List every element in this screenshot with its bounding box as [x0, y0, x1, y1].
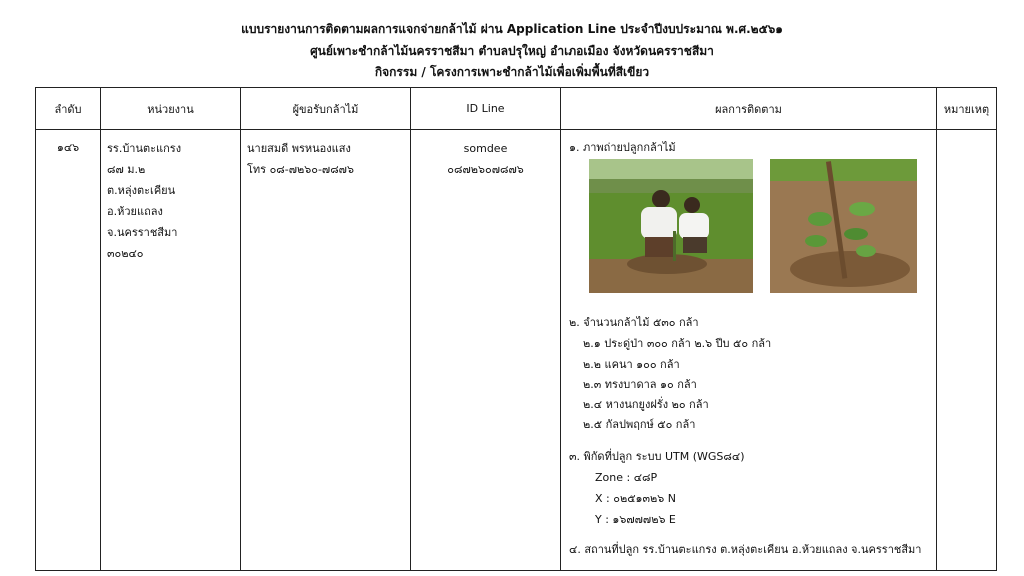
students-planting-photo — [589, 159, 753, 293]
row-note — [937, 130, 997, 571]
header-row — [36, 88, 997, 130]
plant-item: ๒.๓ ทรงบาดาล ๑๐ กล้า — [583, 378, 697, 391]
report-activity: กิจกรรม / โครงการเพาะชำกล้าไม้เพื่อเพิ่มพื้นที่สีเขียว — [374, 65, 650, 79]
unit-line: ๓๐๒๔๐ — [107, 247, 144, 260]
row-number: ๑๔๖ — [36, 130, 101, 571]
unit-line: ๘๗ ม.๒ — [107, 163, 146, 176]
report-subtitle: ศูนย์เพาะชำกล้าไม้นครราชสีมา ตำบลปรุใหญ่ อำเภอเมือง จังหวัดนครราชสีมา — [310, 44, 714, 58]
seedling-photo — [770, 159, 917, 293]
id-line-value: somdee — [463, 142, 508, 155]
result-quantity-heading: ๒. จำนวนกล้าไม้ ๕๓๐ กล้า — [569, 316, 699, 329]
plant-item: ๒.๒ แคนา ๑๐๐ กล้า — [583, 358, 680, 371]
plant-item: ๒.๕ กัลปพฤกษ์ ๕๐ กล้า — [583, 418, 696, 431]
row-unit — [101, 130, 241, 571]
row-receiver — [241, 130, 411, 571]
col-id-line: ID Line — [411, 88, 561, 130]
report-table — [35, 87, 997, 571]
id-line-phone: ๐๘๗๒๖๐๗๘๗๖ — [447, 163, 524, 176]
col-receiver: ผู้ขอรับกล้าไม้ — [241, 88, 411, 130]
unit-line: อ.ห้วยแถลง — [107, 205, 163, 218]
table-row — [36, 130, 997, 571]
row-result — [561, 130, 937, 571]
result-coordinates-heading: ๓. พิกัดที่ปลูก ระบบ UTM (WGS๘๔) — [569, 450, 745, 463]
plant-item: ๒.๔ หางนกยูงฝรั่ง ๒๐ กล้า — [583, 398, 709, 411]
result-location: ๔. สถานที่ปลูก รร.บ้านตะแกรง ต.หลุ่งตะเคียน อ.ห้วยแถลง จ.นครราชสีมา — [569, 543, 922, 556]
col-result: ผลการติดตาม — [561, 88, 937, 130]
col-unit: หน่วยงาน — [101, 88, 241, 130]
row-id-line — [411, 130, 561, 571]
unit-line: ต.หลุ่งตะเคียน — [107, 184, 176, 197]
unit-line: จ.นครราชสีมา — [107, 226, 178, 239]
utm-zone: Zone : ๔๘P — [595, 471, 658, 484]
col-note: หมายเหตุ — [937, 88, 997, 130]
receiver-phone: โทร ๐๘-๗๒๖๐-๗๘๗๖ — [247, 163, 354, 176]
utm-y: Y : ๑๖๗๗๗๒๖ E — [595, 513, 676, 526]
report-title: แบบรายงานการติดตามผลการแจกจ่ายกล้าไม้ ผ่าน Application Line ประจำปีงบประมาณ พ.ศ.๒๕๖๑ — [241, 22, 783, 36]
receiver-name: นายสมดี พรหนองแสง — [247, 142, 351, 155]
utm-x: X : ๐๒๕๑๓๒๖ N — [595, 492, 676, 505]
plant-item: ๒.๑ ประดู่ป่า ๓๐๐ กล้า ๒.๖ ปีบ ๕๐ กล้า — [583, 337, 772, 350]
result-photos-heading: ๑. ภาพถ่ายปลูกกล้าไม้ — [569, 141, 676, 154]
col-no: ลำดับ — [36, 88, 101, 130]
unit-line: รร.บ้านตะแกรง — [107, 142, 182, 155]
